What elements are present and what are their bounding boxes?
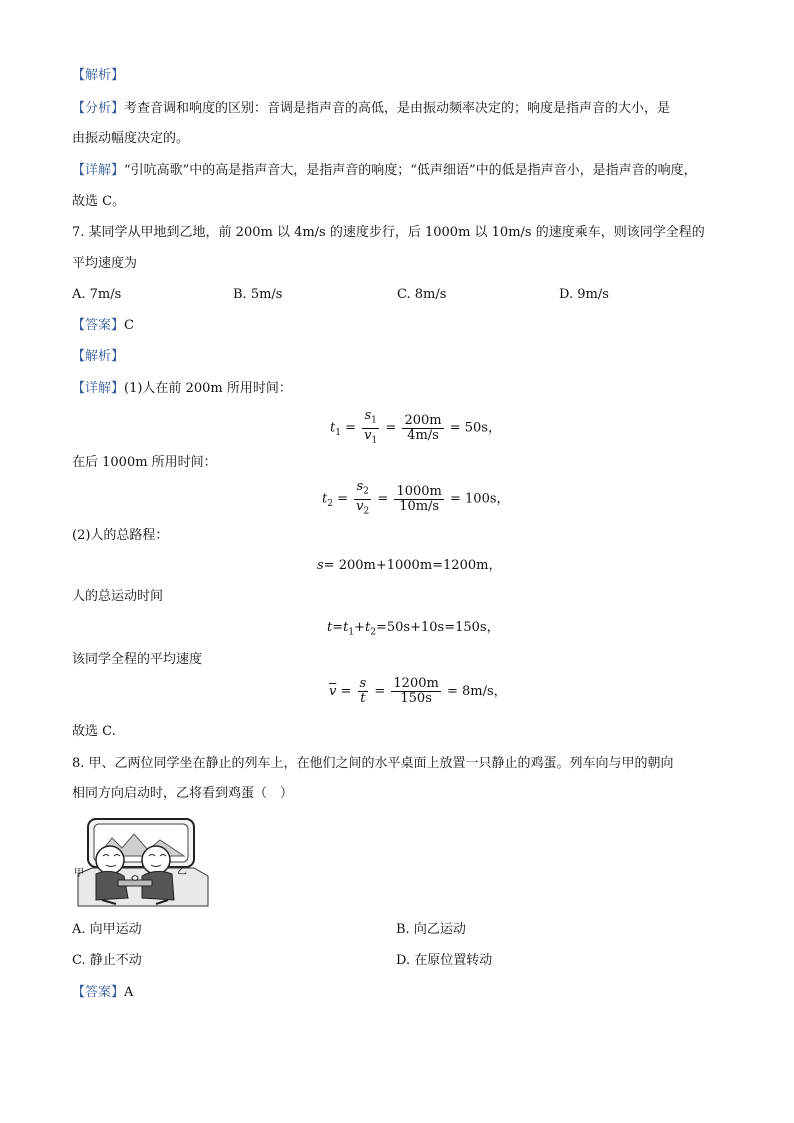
fenxi-line-1 [72, 100, 670, 118]
prev-conclusion: 故选 C。 [72, 194, 126, 209]
xiangjie-line [72, 162, 697, 180]
q7-equation-4: $t=t_1+t_2=50s+10s=150s$， [327, 620, 500, 638]
q7-answer-tag: 【答案】 [72, 318, 125, 333]
eq1-lhs: t [330, 420, 336, 436]
xiangjie-tag: 【详解】 [72, 163, 125, 178]
eq5-frac-symbolic: $\frac{s}{t}$ [359, 676, 367, 706]
q7-equation-2: $t_2$ = $\frac{s_2}{v_2}$ = $\frac{1000m}{10m/s}$ = 100s， [322, 479, 510, 517]
q7-step-5: 该同学全程的平均速度 [72, 652, 203, 667]
q8-option-a: A. 向甲运动 [72, 922, 142, 937]
q7-equation-3: s= 200m+1000m=1200m， [317, 558, 502, 573]
q7-xiangjie-tag: 【详解】 [72, 381, 125, 396]
q7-stem-2: 平均速度为 [72, 256, 138, 271]
q7-step-2: 在后 1000m 所用时间： [72, 455, 217, 470]
eq1-frac-numeric: $\frac{200m}{4m/s}$ [404, 412, 442, 443]
eq5-frac-numeric: $\frac{1200m}{150s}$ [393, 676, 439, 706]
q8-option-b: B. 向乙运动 [396, 922, 466, 937]
figure-label-jia: 甲 [74, 868, 84, 879]
q7-option-d: D. 9m/s [559, 287, 609, 302]
eq5-rhs: = 8m/s， [446, 684, 507, 699]
fenxi-line-2: 由振动幅度决定的。 [72, 131, 190, 146]
q7-option-c: C. 8m/s [397, 287, 447, 302]
q7-option-b: B. 5m/s [233, 287, 283, 302]
eq2-rhs: = 100s， [450, 491, 510, 507]
xiangjie-text: “引吭高歌”中的高是指声音大，是指声音的响度；“低声细语”中的低是指声音小，是指声音的响度， [124, 163, 697, 178]
q7-step-3: (2)人的总路程： [72, 528, 169, 543]
jiexi-heading: 【解析】 [72, 68, 125, 83]
q8-option-c: C. 静止不动 [72, 953, 142, 968]
train-illustration [72, 816, 214, 908]
q8-stem-2: 相同方向启动时，乙将看到鸡蛋（ ） [72, 786, 294, 801]
fenxi-text-1: 考查音调和响度的区别：音调是指声音的高低，是由振动频率决定的；响度是指声音的大小，是 [124, 101, 671, 116]
q8-option-d: D. 在原位置转动 [396, 953, 493, 968]
q8-answer-line [72, 984, 133, 1002]
q7-equation-5: $\overline{v}$ = $\frac{s}{t}$ = $\frac{1200m}{150s}$ = 8m/s， [329, 676, 507, 706]
train-figure [72, 816, 214, 908]
q8-stem-1: 8. 甲、乙两位同学坐在静止的列车上，在他们之间的水平桌面上放置一只静止的鸡蛋。列车向与甲的朝向 [72, 756, 674, 771]
figure-label-yi: 乙 [177, 866, 187, 877]
eq2-frac-numeric: $\frac{1000m}{10m/s}$ [396, 483, 442, 514]
eq2-frac-symbolic: $\frac{s_2}{v_2}$ [356, 479, 370, 517]
q7-stem-1: 7. 某同学从甲地到乙地，前 200m 以 4m/s 的速度步行，后 1000m 以 10m/s 的速度乘车，则该同学全程的 [72, 225, 705, 240]
q8-answer-tag: 【答案】 [72, 985, 125, 1000]
q7-jiexi-heading: 【解析】 [72, 349, 125, 364]
q7-step-4: 人的总运动时间 [72, 589, 164, 604]
q7-option-a: A. 7m/s [72, 287, 122, 302]
q8-answer: A [124, 985, 134, 1000]
q7-step-1-text: (1)人在前 200m 所用时间： [124, 381, 292, 396]
q7-conclusion: 故选 C. [72, 724, 116, 739]
q7-equation-1: $t_1$ = $\frac{s_1}{v_1}$ = $\frac{200m}{4m/s}$ = 50s， [330, 408, 501, 446]
q7-answer: C [124, 318, 134, 333]
eq1-frac-symbolic: $\frac{s_1}{v_1}$ [364, 408, 378, 446]
q7-answer-line [72, 317, 134, 335]
eq1-lhs-sub: 1 [335, 428, 341, 439]
eq1-rhs: = 50s， [449, 420, 501, 436]
fenxi-tag: 【分析】 [72, 101, 125, 116]
q7-step-1 [72, 380, 292, 398]
eq5-lhs: $\overline{v}$ [329, 684, 337, 699]
